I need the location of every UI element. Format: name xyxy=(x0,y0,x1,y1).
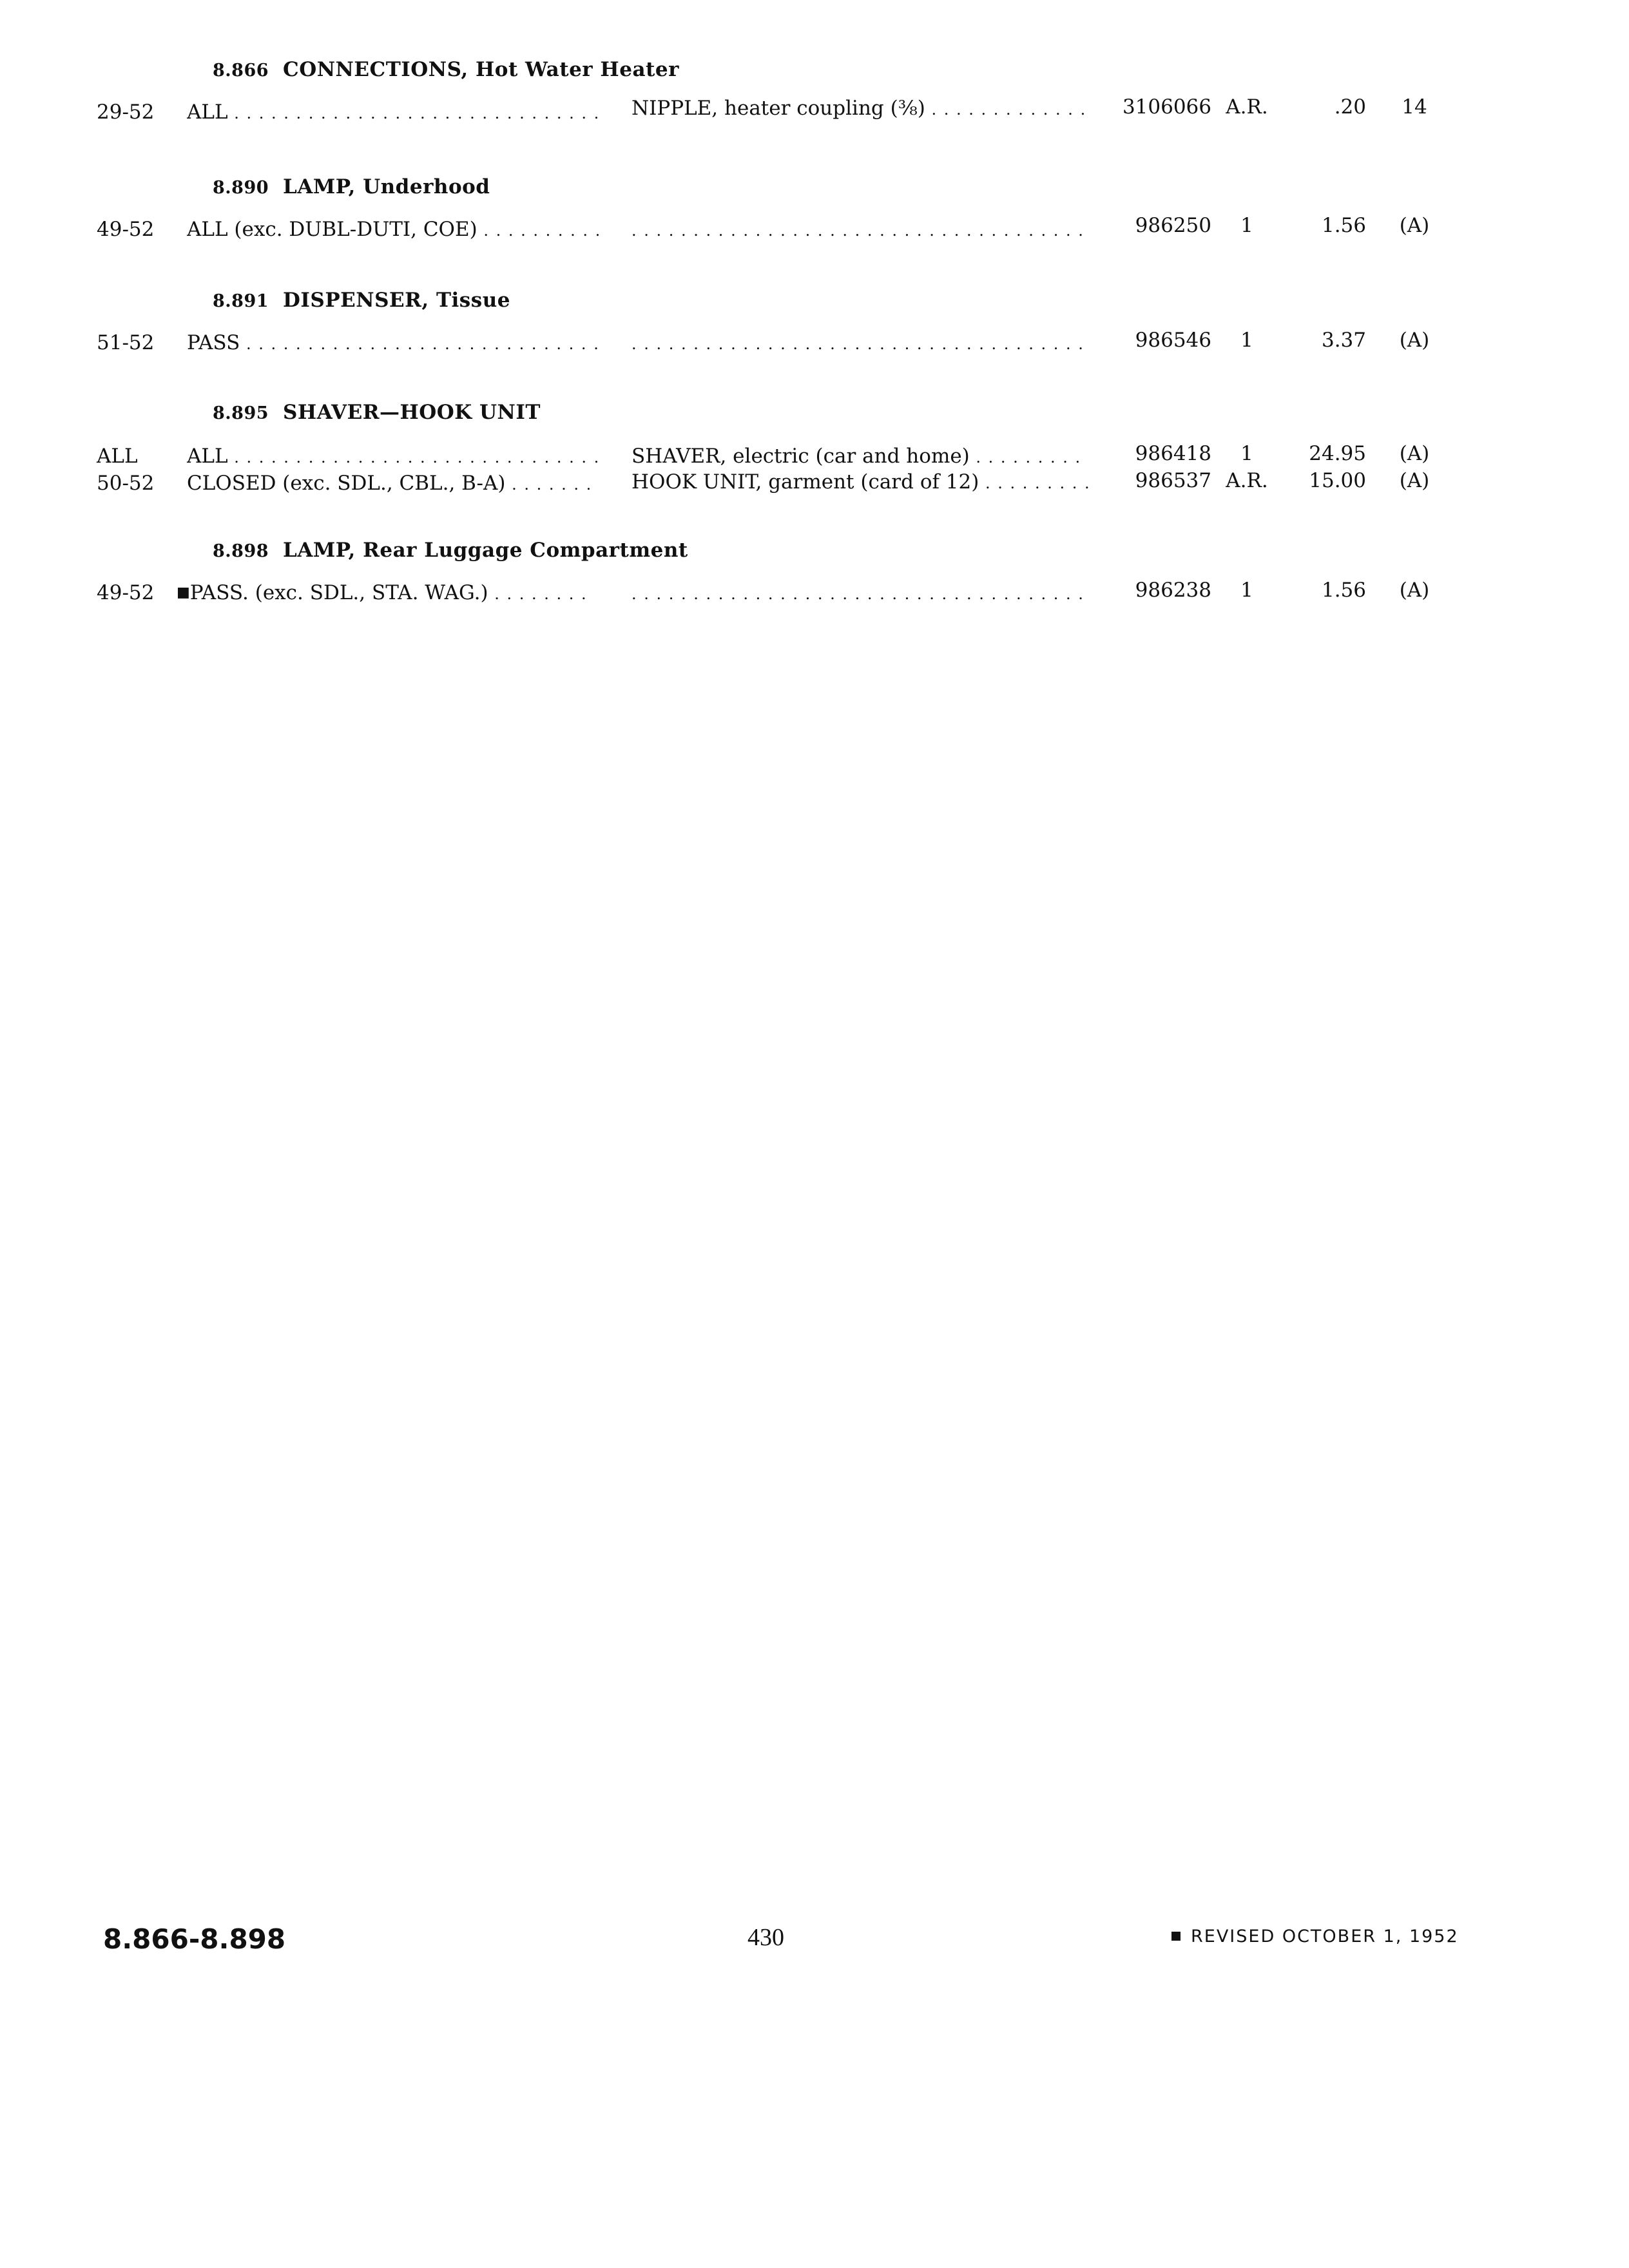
group-cell: (A) xyxy=(1399,214,1430,237)
group-cell: (A) xyxy=(1399,579,1430,602)
parts-row xyxy=(0,215,1629,244)
description-cell: HOOK UNIT, garment (card of 12) . . . xyxy=(631,468,1089,497)
description-cell xyxy=(631,579,1089,608)
revision-square-icon xyxy=(1171,1932,1181,1941)
quantity-cell: 1 xyxy=(1240,442,1253,465)
section-heading xyxy=(213,175,490,198)
price-cell: 1.56 xyxy=(1321,214,1366,237)
part-number-cell: 3106066 xyxy=(1122,95,1211,119)
quantity-cell: A.R. xyxy=(1226,95,1268,119)
part-number-cell: 986418 xyxy=(1135,442,1211,465)
revision-note xyxy=(1171,1927,1459,1946)
section-heading xyxy=(213,401,541,424)
section-heading xyxy=(213,539,688,562)
years-cell: 49-52 xyxy=(97,218,155,241)
model-cell: ALL . . . xyxy=(187,98,599,128)
price-cell: 1.56 xyxy=(1321,579,1366,602)
parts-row xyxy=(0,95,1629,126)
section-number: 8.898 xyxy=(213,541,269,561)
description-cell: NIPPLE, heater coupling (⅜) . . . xyxy=(631,94,1089,124)
parts-row xyxy=(0,442,1629,470)
part-number-cell: 986537 xyxy=(1135,469,1211,492)
years-cell: 51-52 xyxy=(97,331,155,354)
section-title: SHAVER—HOOK UNIT xyxy=(283,401,541,424)
model-cell: CLOSED (exc. SDL., CBL., B-A) . . . xyxy=(187,469,599,499)
section-title: CONNECTIONS, Hot Water Heater xyxy=(283,58,679,81)
parts-row xyxy=(0,579,1629,607)
price-cell: 15.00 xyxy=(1309,469,1366,492)
section-number: 8.890 xyxy=(213,178,269,198)
page-number: 430 xyxy=(747,1924,784,1951)
price-cell: .20 xyxy=(1334,95,1366,119)
description-cell xyxy=(631,215,1089,245)
section-number: 8.891 xyxy=(213,291,269,311)
section-title: DISPENSER, Tissue xyxy=(283,289,510,312)
years-cell: ALL xyxy=(97,445,138,468)
page-range: 8.866-8.898 xyxy=(103,1923,286,1955)
part-number-cell: 986546 xyxy=(1135,329,1211,352)
quantity-cell: 1 xyxy=(1240,579,1253,602)
section-number: 8.895 xyxy=(213,403,269,423)
group-cell: (A) xyxy=(1399,442,1430,465)
model-cell: PASS . . . xyxy=(187,329,599,358)
section-title: LAMP, Rear Luggage Compartment xyxy=(283,539,688,562)
model-cell: ■PASS. (exc. SDL., STA. WAG.) . . . xyxy=(177,579,589,608)
quantity-cell: A.R. xyxy=(1226,469,1268,492)
model-cell: ALL (exc. DUBL-DUTI, COE) . . . xyxy=(187,215,599,245)
price-cell: 24.95 xyxy=(1309,442,1366,465)
quantity-cell: 1 xyxy=(1240,329,1253,352)
group-cell: (A) xyxy=(1399,469,1430,492)
description-cell xyxy=(631,329,1089,358)
section-title: LAMP, Underhood xyxy=(283,175,490,198)
part-number-cell: 986250 xyxy=(1135,214,1211,237)
parts-row xyxy=(0,329,1629,357)
years-cell: 49-52 xyxy=(97,581,155,604)
revision-bullet: ■ xyxy=(177,584,190,601)
years-cell: 50-52 xyxy=(97,472,155,495)
group-cell: 14 xyxy=(1402,95,1427,119)
part-number-cell: 986238 xyxy=(1135,579,1211,602)
parts-row xyxy=(0,469,1629,497)
section-heading xyxy=(213,289,510,312)
quantity-cell: 1 xyxy=(1240,214,1253,237)
group-cell: (A) xyxy=(1399,329,1430,352)
price-cell: 3.37 xyxy=(1321,329,1366,352)
section-number: 8.866 xyxy=(213,61,269,81)
description-cell: SHAVER, electric (car and home) . . . xyxy=(631,442,1089,472)
model-cell: ALL . . . xyxy=(187,442,599,472)
section-heading xyxy=(213,58,679,81)
revision-text: REVISED OCTOBER 1, 1952 xyxy=(1191,1927,1459,1946)
years-cell: 29-52 xyxy=(97,101,155,124)
